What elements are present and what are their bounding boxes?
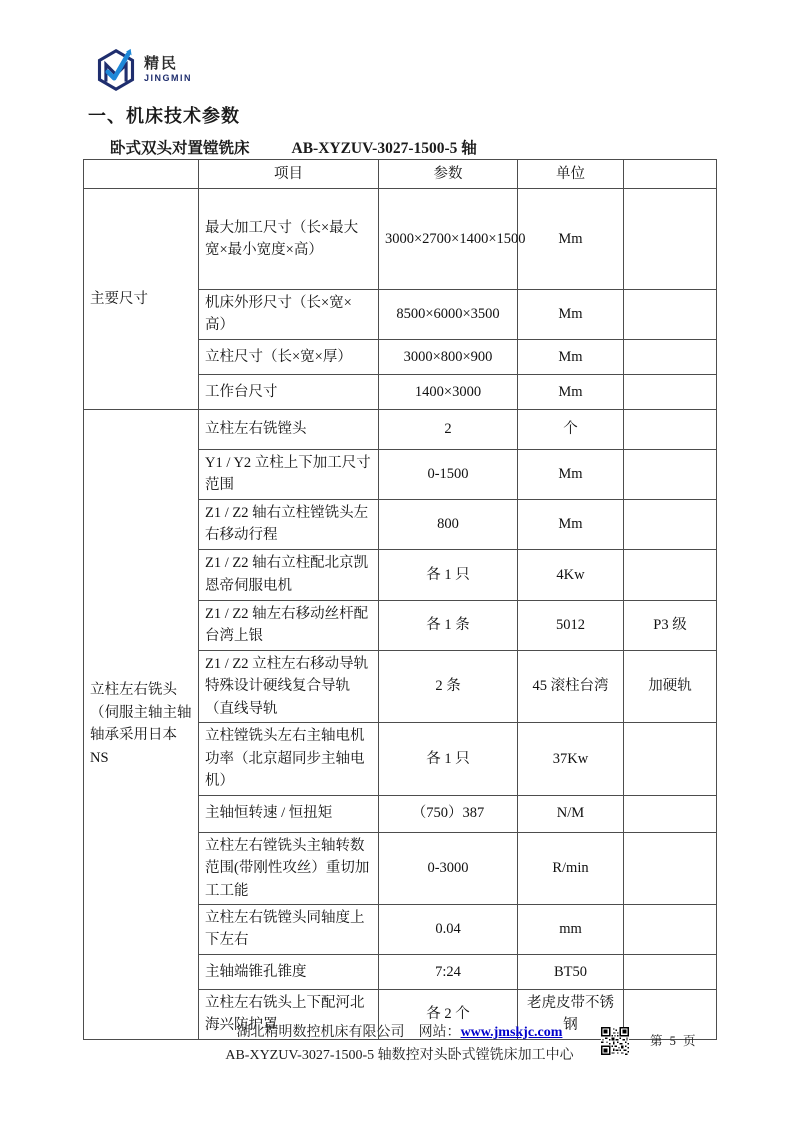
param-cell: 各 2 个 (379, 989, 518, 1039)
jingmin-hexagon-logo-icon (94, 46, 138, 94)
item-cell: 主轴端锥孔锥度 (199, 954, 379, 989)
category-cell: 主要尺寸 (84, 189, 199, 410)
note-cell (624, 189, 717, 290)
unit-cell: Mm (518, 449, 624, 499)
note-cell (624, 723, 717, 795)
param-cell: 8500×6000×3500 (379, 290, 518, 340)
unit-cell: Mm (518, 339, 624, 374)
note-cell: 加硬轨 (624, 650, 717, 722)
unit-cell: N/M (518, 795, 624, 832)
qr-code (601, 1027, 629, 1055)
note-cell (624, 374, 717, 409)
item-cell: 立柱左右铣头上下配河北海兴防护罩 (199, 989, 379, 1039)
table-row (84, 409, 717, 449)
header-unit: 单位 (518, 160, 624, 189)
param-cell: 0-1500 (379, 449, 518, 499)
item-cell: Y1 / Y2 立柱上下加工尺寸范围 (199, 449, 379, 499)
unit-cell: 37Kw (518, 723, 624, 795)
company-logo (94, 46, 192, 94)
machine-model: AB-XYZUV-3027-1500-5 轴 (291, 140, 477, 157)
page-number: 第 5 页 (650, 1034, 698, 1048)
table-header-row (84, 160, 717, 189)
footer-company: 湖北精明数控机床有限公司 (236, 1025, 405, 1040)
unit-cell: Mm (518, 189, 624, 290)
param-cell: 0.04 (379, 904, 518, 954)
note-cell (624, 904, 717, 954)
spec-table-body (84, 189, 717, 1040)
spec-table (83, 159, 717, 1040)
footer-site-label: 网站： (418, 1025, 461, 1040)
unit-cell: 45 滚柱台湾 (518, 650, 624, 722)
item-cell: Z1 / Z2 轴左右移动丝杆配台湾上银 (199, 600, 379, 650)
param-cell: （750）387 (379, 795, 518, 832)
note-cell (624, 954, 717, 989)
unit-cell: Mm (518, 290, 624, 340)
header-item: 项目 (199, 160, 379, 189)
category-cell: 立柱左右铣头（伺服主轴主轴轴承采用日本 NS (84, 409, 199, 1039)
item-cell: Z1 / Z2 立柱左右移动导轨特殊设计硬线复合导轨（直线导轨 (199, 650, 379, 722)
item-cell: 主轴恒转速 / 恒扭矩 (199, 795, 379, 832)
machine-subtitle (110, 136, 477, 158)
note-cell (624, 449, 717, 499)
param-cell: 各 1 条 (379, 600, 518, 650)
note-cell: P3 级 (624, 600, 717, 650)
note-cell (624, 290, 717, 340)
item-cell: 立柱左右铣镗头同轴度上下左右 (199, 904, 379, 954)
header-param: 参数 (379, 160, 518, 189)
item-cell: 立柱左右铣镗头 (199, 409, 379, 449)
param-cell: 3000×800×900 (379, 339, 518, 374)
brand-name-cn: 精民 (144, 55, 179, 72)
unit-cell: Mm (518, 499, 624, 549)
item-cell: 立柱尺寸（长×宽×厚） (199, 339, 379, 374)
unit-cell: Mm (518, 374, 624, 409)
unit-cell: 4Kw (518, 549, 624, 600)
unit-cell: mm (518, 904, 624, 954)
brand-name-en: JINGMIN (144, 73, 193, 83)
note-cell (624, 339, 717, 374)
param-cell: 各 1 只 (379, 549, 518, 600)
param-cell: 3000×2700×1400×1500 (379, 189, 518, 290)
unit-cell: 个 (518, 409, 624, 449)
param-cell: 2 条 (379, 650, 518, 722)
footer-line2: AB-XYZUV-3027-1500-5 轴数控对头卧式镗铣床加工中心 (225, 1048, 574, 1063)
item-cell: 机床外形尺寸（长×宽×高） (199, 290, 379, 340)
unit-cell: 老虎皮带不锈钢 (518, 989, 624, 1039)
note-cell (624, 795, 717, 832)
unit-cell: 5012 (518, 600, 624, 650)
header-category (84, 160, 199, 189)
item-cell: Z1 / Z2 轴右立柱镗铣头左右移动行程 (199, 499, 379, 549)
param-cell: 7:24 (379, 954, 518, 989)
section-title: 一、机床技术参数 (88, 106, 240, 126)
table-row (84, 189, 717, 290)
note-cell (624, 499, 717, 549)
param-cell: 800 (379, 499, 518, 549)
item-cell: 工作台尺寸 (199, 374, 379, 409)
item-cell: 立柱左右镗铣头主轴转数范围(带刚性攻丝）重切加工工能 (199, 832, 379, 904)
note-cell (624, 832, 717, 904)
machine-name: 卧式双头对置镗铣床 (110, 140, 250, 157)
param-cell: 0-3000 (379, 832, 518, 904)
header-note (624, 160, 717, 189)
item-cell: Z1 / Z2 轴右立柱配北京凯恩帝伺服电机 (199, 549, 379, 600)
item-cell: 最大加工尺寸（长×最大宽×最小宽度×高） (199, 189, 379, 290)
unit-cell: BT50 (518, 954, 624, 989)
website-link[interactable]: www.jmskjc.com (460, 1025, 563, 1040)
item-cell: 立柱镗铣头左右主轴电机功率（北京超同步主轴电机） (199, 723, 379, 795)
unit-cell: R/min (518, 832, 624, 904)
note-cell (624, 409, 717, 449)
param-cell: 各 1 只 (379, 723, 518, 795)
note-cell (624, 549, 717, 600)
param-cell: 1400×3000 (379, 374, 518, 409)
param-cell: 2 (379, 409, 518, 449)
